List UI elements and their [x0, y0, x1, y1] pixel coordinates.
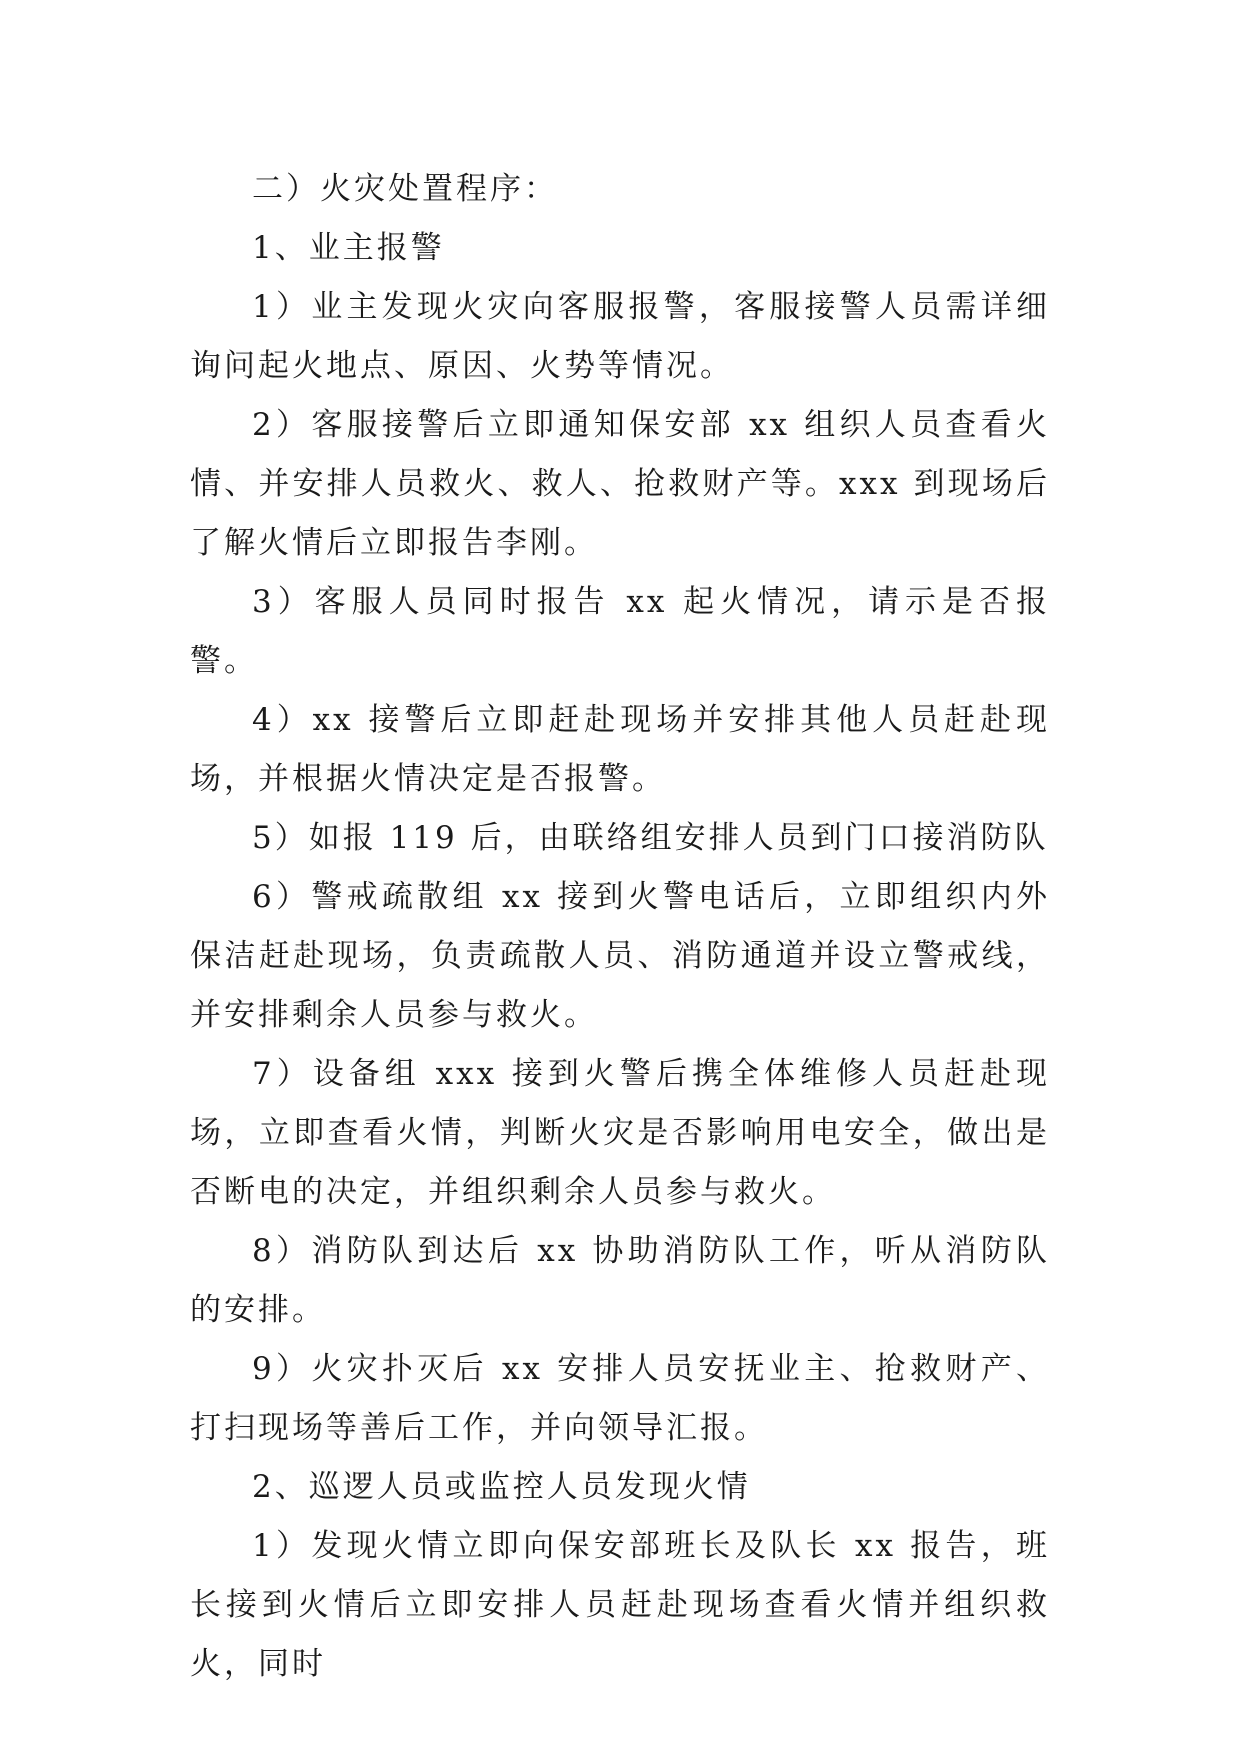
section-heading: 二）火灾处置程序：: [252, 171, 558, 207]
paragraph: 6）警戒疏散组 xx 接到火警电话后，立即组织内外保洁赶赴现场，负责疏散人员、消防通道并设立警戒线，并安排剩余人员参与救火。: [190, 879, 1050, 1033]
paragraph: 2）客服接警后立即通知保安部 xx 组织人员查看火情、并安排人员救火、救人、抢救财产等。xxx 到现场后了解火情后立即报告李刚。: [190, 407, 1050, 561]
paragraph: 8）消防队到达后 xx 协助消防队工作，听从消防队的安排。: [190, 1233, 1050, 1328]
paragraph: 3）客服人员同时报告 xx 起火情况，请示是否报警。: [190, 584, 1050, 679]
document-page: [190, 160, 1050, 1694]
paragraph: 4）xx 接警后立即赶赴现场并安排其他人员赶赴现场，并根据火情决定是否报警。: [190, 702, 1050, 797]
paragraph: 7）设备组 xxx 接到火警后携全体维修人员赶赴现场，立即查看火情，判断火灾是否影响用电安全，做出是否断电的决定，并组织剩余人员参与救火。: [190, 1056, 1050, 1210]
subsection-heading: 1、业主报警: [252, 230, 445, 266]
paragraph: 5）如报 119 后，由联络组安排人员到门口接消防队: [252, 820, 1049, 856]
paragraph: 9）火灾扑灭后 xx 安排人员安抚业主、抢救财产、打扫现场等善后工作，并向领导汇报。: [190, 1351, 1050, 1446]
paragraph: 1）业主发现火灾向客服报警，客服接警人员需详细询问起火地点、原因、火势等情况。: [190, 289, 1050, 384]
paragraph: 1）发现火情立即向保安部班长及队长 xx 报告，班长接到火情后立即安排人员赶赴现场查看火情并组织救火，同时: [190, 1528, 1050, 1682]
subsection-heading: 2、巡逻人员或监控人员发现火情: [252, 1469, 751, 1505]
